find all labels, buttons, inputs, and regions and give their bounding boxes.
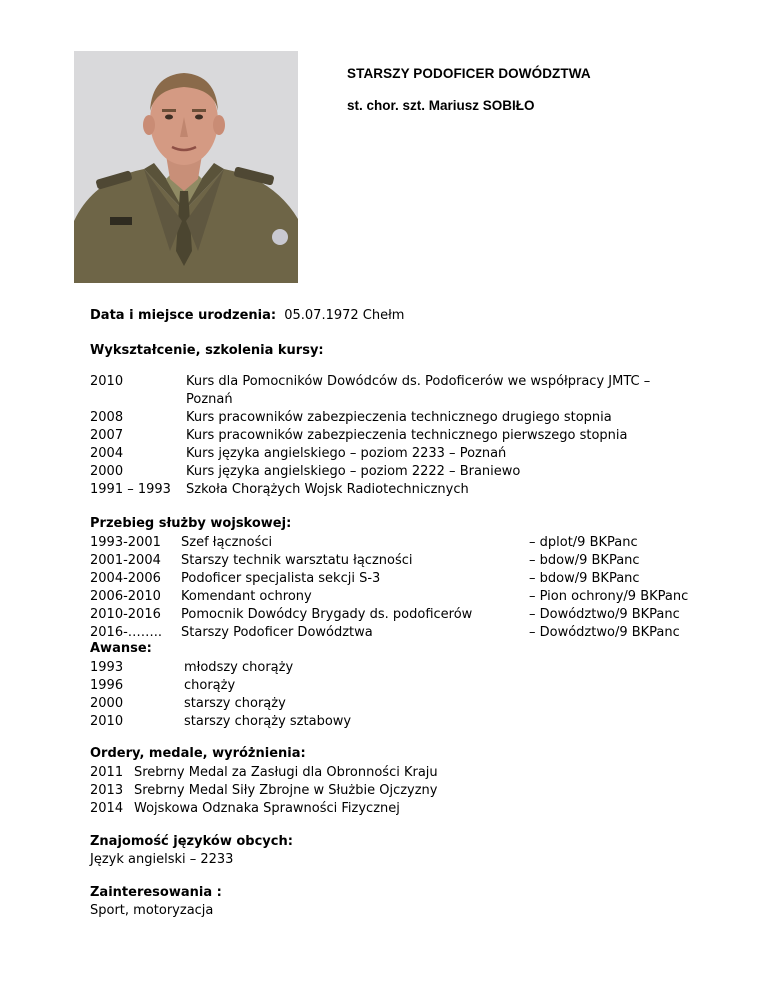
service-period: 2004-2006: [90, 571, 161, 586]
award-year: 2014: [90, 801, 124, 816]
promotion-year: 1996: [90, 678, 124, 693]
service-period: 2006-2010: [90, 589, 161, 604]
promotion-rank: starszy chorąży sztabowy: [184, 714, 352, 729]
award-name: Srebrny Medal za Zasługi dla Obronności Kraju: [134, 765, 438, 780]
service-period: 2001-2004: [90, 553, 161, 568]
service-period: 2010-2016: [90, 607, 161, 622]
promotion-rank: chorąży: [184, 678, 236, 693]
portrait-photo: [74, 51, 298, 283]
birth-line: [90, 308, 404, 323]
service-role: Starszy Podoficer Dowództwa: [181, 625, 373, 640]
service-role: Komendant ochrony: [181, 589, 312, 604]
education-text: Szkoła Chorążych Wojsk Radiotechnicznych: [186, 482, 469, 497]
interests-heading: Zainteresowania :: [90, 885, 222, 900]
education-year: 2008: [90, 410, 124, 425]
service-unit: – Pion ochrony/9 BKPanc: [529, 589, 689, 604]
awards-heading: Ordery, medale, wyróżnienia:: [90, 746, 306, 761]
service-period: 2016-……..: [90, 625, 163, 640]
education-text: Kurs pracowników zabezpieczenia technicznego drugiego stopnia: [186, 410, 612, 425]
service-unit: – bdow/9 BKPanc: [529, 553, 640, 568]
education-year: 2010: [90, 374, 124, 389]
award-year: 2011: [90, 765, 124, 780]
promotions-heading: Awanse:: [90, 641, 152, 656]
education-text: Kurs języka angielskiego – poziom 2233 – Poznań: [186, 446, 507, 461]
award-year: 2013: [90, 783, 124, 798]
birth-label: Data i miejsce urodzenia:: [90, 308, 277, 323]
service-role: Podoficer specjalista sekcji S-3: [181, 571, 381, 586]
education-year: 2007: [90, 428, 124, 443]
birth-value: 05.07.1972 Chełm: [284, 308, 405, 323]
promotion-year: 2010: [90, 714, 124, 729]
service-role: Szef łączności: [181, 535, 273, 550]
service-unit: – Dowództwo/9 BKPanc: [529, 625, 680, 640]
languages-heading: Znajomość języków obcych:: [90, 834, 293, 849]
service-unit: – dplot/9 BKPanc: [529, 535, 638, 550]
languages-value: Język angielski – 2233: [90, 852, 234, 867]
education-year: 2004: [90, 446, 124, 461]
service-role: Pomocnik Dowódcy Brygady ds. podoficerów: [181, 607, 473, 622]
education-text: Kurs dla Pomocników Dowódców ds. Podoficerów we współpracy JMTC –: [186, 374, 651, 389]
service-period: 1993-2001: [90, 535, 161, 550]
promotion-rank: starszy chorąży: [184, 696, 286, 711]
service-role: Starszy technik warsztatu łączności: [181, 553, 413, 568]
education-text: Kurs języka angielskiego – poziom 2222 – Braniewo: [186, 464, 521, 479]
interests-value: Sport, motoryzacja: [90, 903, 214, 918]
promotion-year: 1993: [90, 660, 124, 675]
page-title: STARSZY PODOFICER DOWÓDZTWA: [347, 66, 591, 81]
service-unit: – bdow/9 BKPanc: [529, 571, 640, 586]
education-year: 1991 – 1993: [90, 482, 171, 497]
award-name: Wojskowa Odznaka Sprawności Fizycznej: [134, 801, 400, 816]
education-text: Poznań: [186, 392, 233, 407]
education-text: Kurs pracowników zabezpieczenia technicznego pierwszego stopnia: [186, 428, 628, 443]
promotion-rank: młodszy chorąży: [184, 660, 294, 675]
education-year: 2000: [90, 464, 124, 479]
education-heading: Wykształcenie, szkolenia kursy:: [90, 343, 324, 358]
promotion-year: 2000: [90, 696, 124, 711]
award-name: Srebrny Medal Siły Zbrojne w Służbie Ojczyzny: [134, 783, 438, 798]
person-name: st. chor. szt. Mariusz SOBIŁO: [347, 98, 535, 113]
service-unit: – Dowództwo/9 BKPanc: [529, 607, 680, 622]
service-heading: Przebieg służby wojskowej:: [90, 516, 292, 531]
